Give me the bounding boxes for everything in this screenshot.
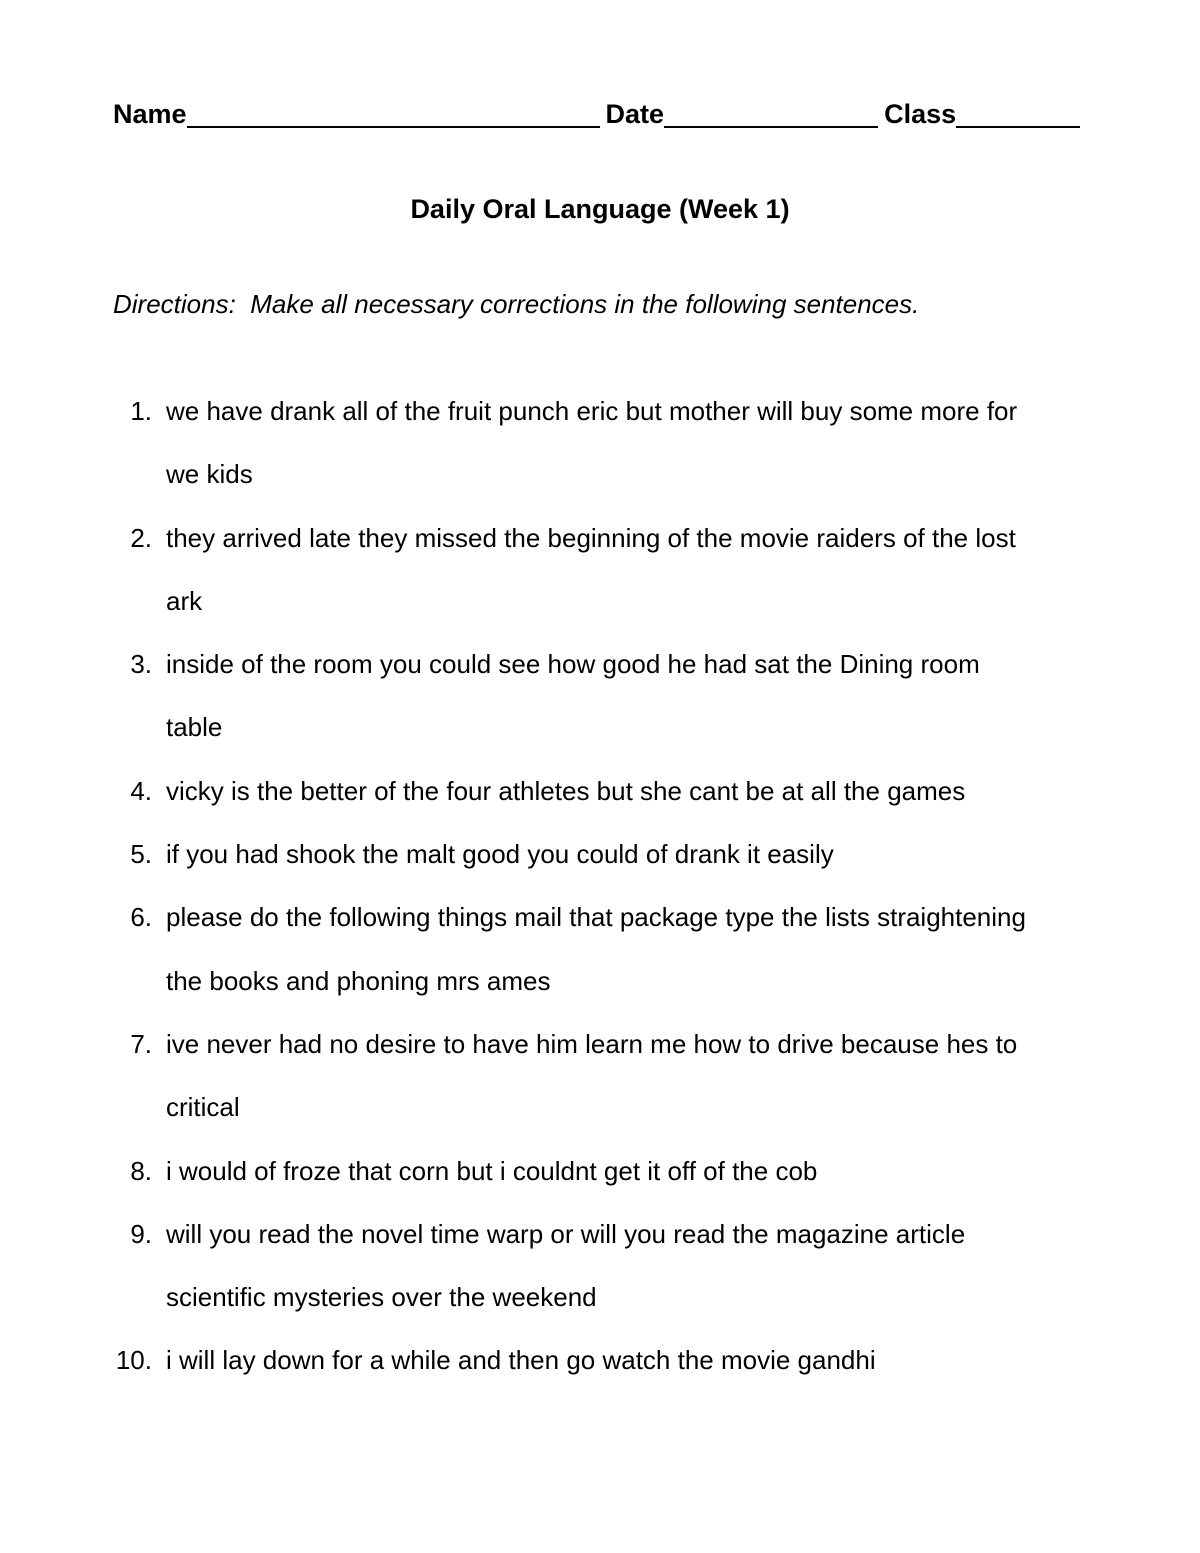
item-sentence: [166, 633, 1081, 760]
sentence-line: they arrived late they missed the beginning of the movie raiders of the lost: [166, 522, 1016, 553]
item-number: 10.: [115, 1345, 152, 1376]
sentence-line: ive never had no desire to have him learn me how to drive because hes to: [166, 1028, 1018, 1059]
item-number: 4.: [130, 775, 152, 806]
list-item: [0, 823, 1200, 886]
item-number: 6.: [130, 902, 152, 933]
date-label: Date: [605, 99, 665, 129]
item-number: 9.: [130, 1218, 152, 1249]
name-blank-line: [187, 96, 600, 128]
item-sentence: [166, 1013, 1081, 1140]
list-item: [0, 633, 1200, 760]
item-number: 5.: [130, 839, 152, 870]
sentence-line: table: [166, 712, 223, 743]
item-number: 7.: [130, 1028, 152, 1059]
directions-text: Directions: Make all necessary corrections in the following sentences.: [113, 289, 920, 319]
sentence-line: inside of the room you could see how good he had sat the Dining room: [166, 649, 980, 680]
list-item: [0, 886, 1200, 1013]
date-blank-line: [664, 96, 878, 128]
item-number: 2.: [130, 522, 152, 553]
name-label: Name: [113, 99, 187, 129]
sentence-line: the books and phoning mrs ames: [166, 965, 551, 996]
class-blank-line: [956, 96, 1080, 128]
list-item: [0, 1203, 1200, 1330]
sentence-line: we kids: [166, 459, 253, 490]
item-sentence: [166, 823, 1081, 886]
sentence-line: scientific mysteries over the weekend: [166, 1282, 597, 1313]
item-sentence: [166, 1329, 1081, 1392]
list-item: [0, 1013, 1200, 1140]
item-sentence: [166, 886, 1081, 1013]
sentence-line: we have drank all of the fruit punch eric but mother will buy some more for: [166, 396, 1018, 426]
list-item: [0, 380, 1200, 507]
sentence-line: please do the following things mail that package type the lists straightening: [166, 902, 1026, 933]
worksheet-title: Daily Oral Language (Week 1): [410, 194, 790, 224]
sentence-line: vicky is the better of the four athletes but she cant be at all the games: [166, 775, 966, 806]
list-item: [0, 507, 1200, 634]
sentence-list: [0, 380, 1200, 1393]
item-sentence: [166, 380, 1081, 507]
class-label: Class: [884, 99, 957, 129]
item-number: 3.: [130, 649, 152, 680]
item-number: 8.: [130, 1155, 152, 1186]
sentence-line: ark: [166, 585, 203, 616]
list-item: [0, 1140, 1200, 1203]
sentence-line: will you read the novel time warp or will you read the magazine article: [166, 1218, 966, 1249]
student-info-header: [113, 95, 1088, 133]
sentence-line: if you had shook the malt good you could of drank it easily: [166, 839, 834, 870]
item-number: 1.: [130, 396, 152, 426]
sentence-line: i would of froze that corn but i couldnt get it off of the cob: [166, 1155, 818, 1186]
list-item: [0, 1329, 1200, 1392]
sentence-line: i will lay down for a while and then go watch the movie gandhi: [166, 1345, 876, 1376]
item-sentence: [166, 1203, 1081, 1330]
item-sentence: [166, 1140, 1081, 1203]
sentence-line: critical: [166, 1092, 240, 1123]
list-item: [0, 760, 1200, 823]
item-sentence: [166, 760, 1081, 823]
item-sentence: [166, 507, 1081, 634]
